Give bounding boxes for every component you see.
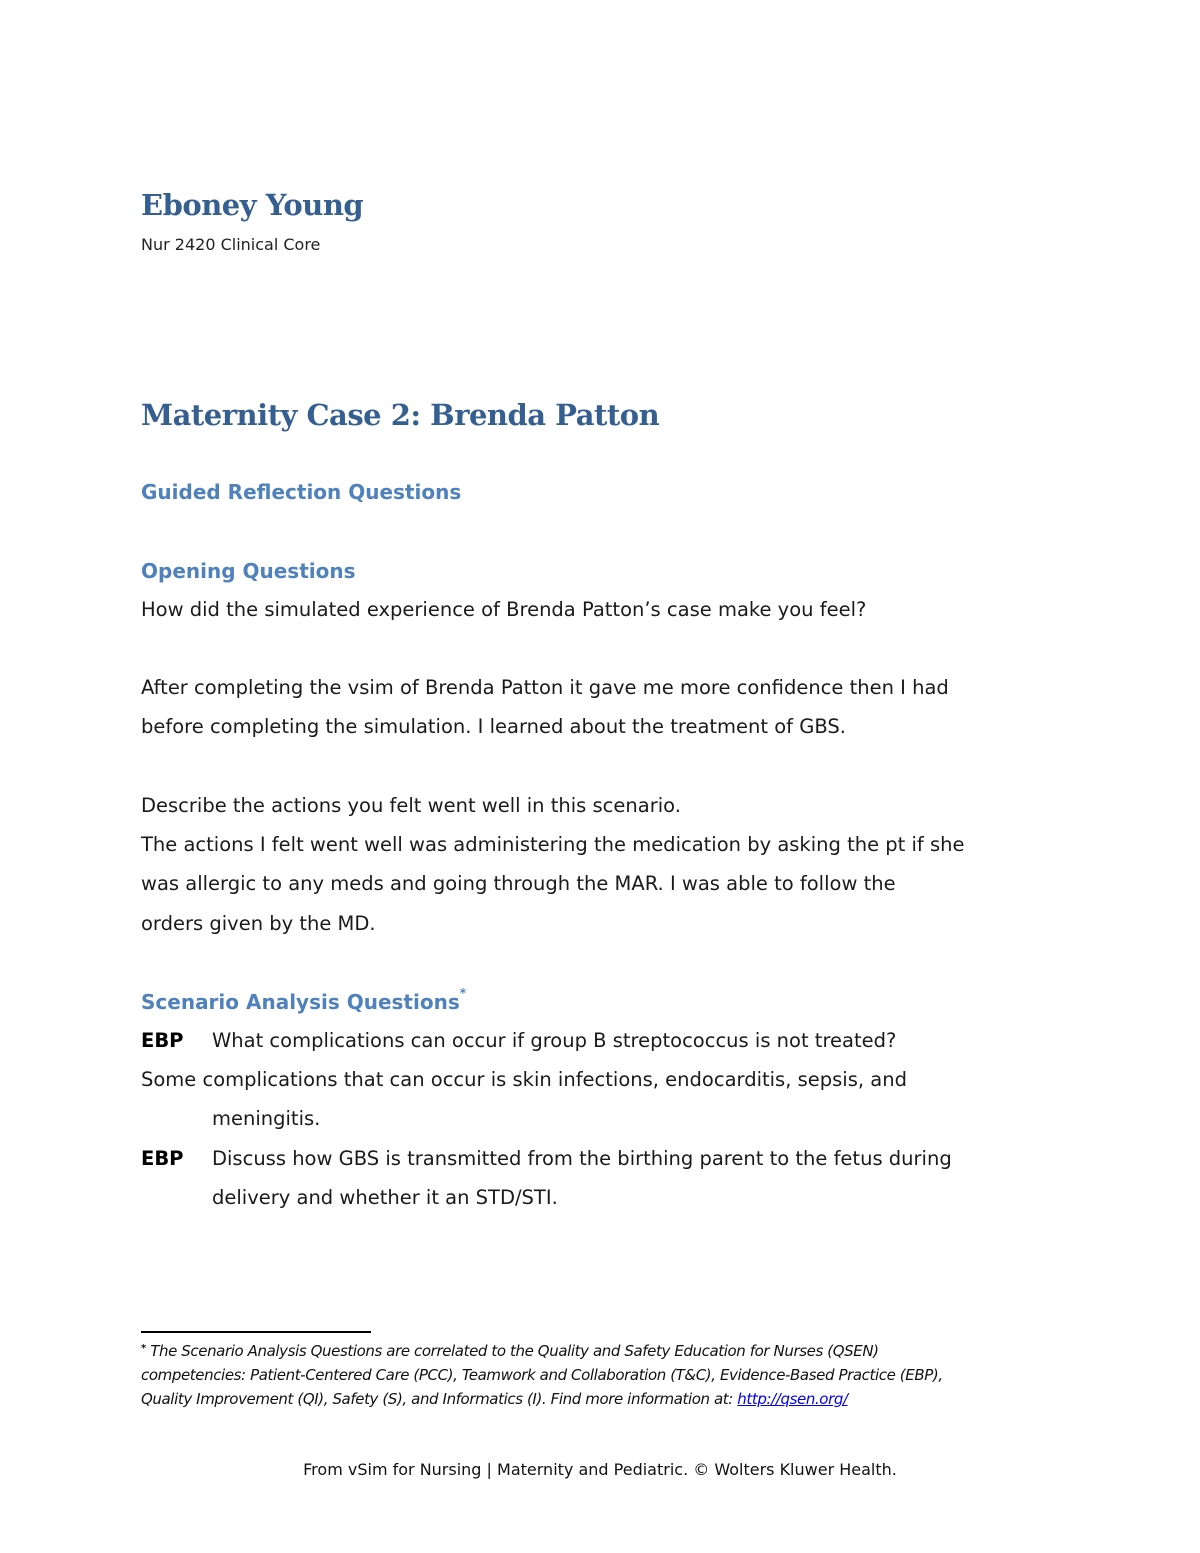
opening-question-2: Describe the actions you felt went well in this scenario.	[141, 794, 681, 817]
scenario-question-1: What complications can occur if group B streptococcus is not treated?	[212, 1029, 897, 1052]
opening-question-1: How did the simulated experience of Brenda Patton’s case make you feel?	[141, 598, 867, 621]
footnote-reference: *	[459, 986, 467, 1001]
footnote-line-1	[141, 1342, 879, 1360]
scenario-question-2-line-1: Discuss how GBS is transmitted from the birthing parent to the fetus during	[212, 1147, 952, 1170]
ebp-tag-2: EBP	[141, 1147, 184, 1170]
scenario-answer-1-line-1: Some complications that can occur is skin infections, endocarditis, sepsis, and	[141, 1068, 907, 1091]
footnote-line-2: competencies: Patient-Centered Care (PCC), Teamwork and Collaboration (T&C), Evidence-Based Practice (EBP),	[141, 1366, 943, 1384]
opening-answer-2-line-1: The actions I felt went well was administering the medication by asking the pt if she	[141, 833, 965, 856]
opening-answer-2-line-3: orders given by the MD.	[141, 912, 376, 935]
opening-questions-heading: Opening Questions	[141, 559, 356, 583]
scenario-analysis-heading-text: Scenario Analysis Questions	[141, 990, 460, 1014]
opening-answer-1-line-1: After completing the vsim of Brenda Patton it gave me more confidence then I had	[141, 676, 949, 699]
footnote-text-3: Quality Improvement (QI), Safety (S), and Informatics (I). Find more information at:	[141, 1390, 738, 1408]
opening-answer-1-line-2: before completing the simulation. I learned about the treatment of GBS.	[141, 715, 846, 738]
course-label: Nur 2420 Clinical Core	[141, 235, 321, 254]
ebp-tag-1: EBP	[141, 1029, 184, 1052]
student-name: Eboney Young	[141, 188, 364, 222]
opening-answer-2-line-2: was allergic to any meds and going through the MAR. I was able to follow the	[141, 872, 896, 895]
scenario-question-2-line-2: delivery and whether it an STD/STI.	[212, 1186, 558, 1209]
guided-reflection-heading: Guided Reflection Questions	[141, 480, 462, 504]
footnote-text-1: The Scenario Analysis Questions are correlated to the Quality and Safety Education for Nurses (QSEN)	[145, 1342, 879, 1360]
footnote-mark: *	[141, 1343, 146, 1354]
footnote-line-3	[141, 1390, 848, 1408]
page-footer: From vSim for Nursing | Maternity and Pediatric. © Wolters Kluwer Health.	[303, 1460, 897, 1479]
scenario-analysis-heading	[141, 986, 467, 1014]
footnote-separator	[141, 1331, 371, 1333]
qsen-link[interactable]: http://qsen.org/	[737, 1390, 848, 1408]
case-title: Maternity Case 2: Brenda Patton	[141, 398, 660, 432]
scenario-answer-1-line-2: meningitis.	[212, 1107, 321, 1130]
